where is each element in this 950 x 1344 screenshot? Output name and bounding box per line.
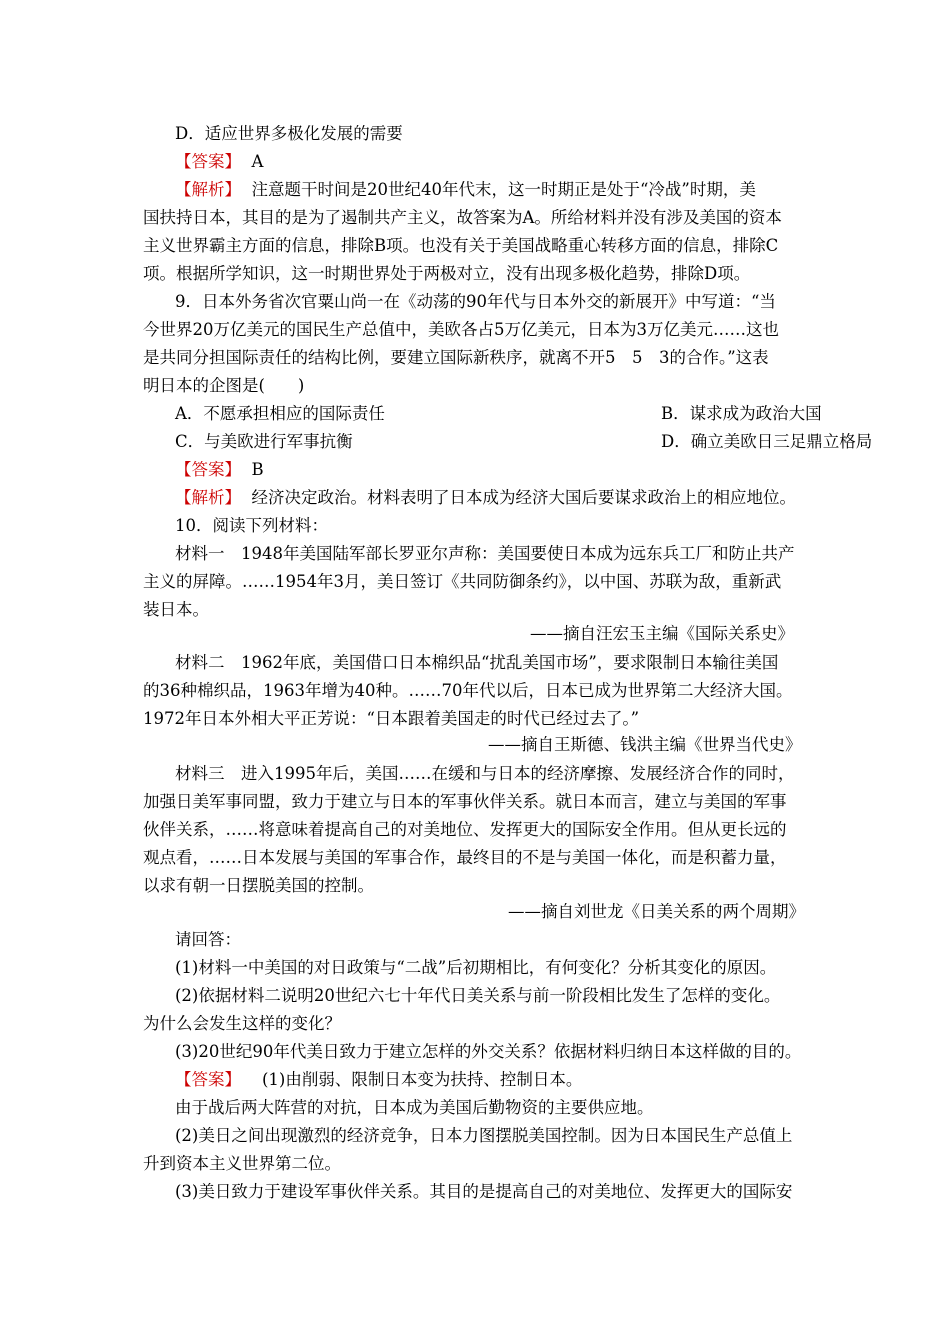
q10-answer-text: 升到资本主义世界第二位。 [143, 1154, 341, 1173]
analysis-tag: 【解析】 [175, 488, 241, 507]
q10-question: 为什么会发生这样的变化？ [143, 1014, 341, 1033]
q8-answer-line [175, 152, 263, 172]
q10-material3: 以求有朝一日摆脱美国的控制。 [143, 876, 374, 895]
q10-question: (3)20世纪90年代美日致力于建立怎样的外交关系？依据材料归纳日本这样做的目的。 [175, 1042, 802, 1061]
q10-material3: 材料三 进入1995年后，美国……在缓和与日本的经济摩擦、发展经济合作的同时， [175, 764, 795, 783]
q9-option-c: C．与美欧进行军事抗衡 [175, 432, 353, 451]
q9-stem: 是共同分担国际责任的结构比例，要建立国际新秩序，就离不开5 5 3的合作。”这表 [143, 348, 769, 367]
q8-analysis-line [175, 180, 756, 200]
q10-question: (2)依据材料二说明20世纪六七十年代日美关系与前一阶段相比发生了怎样的变化。 [175, 986, 781, 1005]
q10-answer-text: 由于战后两大阵营的对抗，日本成为美国后勤物资的主要供应地。 [175, 1098, 654, 1117]
q9-stem: 9．日本外务省次官粟山尚一在《动荡的90年代与日本外交的新展开》中写道：“当 [175, 292, 776, 311]
q10-material3: 加强日美军事同盟，致力于建立与日本的军事伙伴关系。就日本而言，建立与美国的军事 [143, 792, 787, 811]
q10-answer-text: (2)美日之间出现激烈的经济竞争，日本力图摆脱美国控制。因为日本国民生产总值上 [175, 1126, 793, 1145]
q9-options-row [175, 432, 873, 452]
q8-analysis-text: 项。根据所学知识，这一时期世界处于两极对立，没有出现多极化趋势，排除D项。 [143, 264, 751, 283]
q9-answer: B [251, 460, 264, 479]
q10-material3: 观点看，……日本发展与美国的军事合作，最终目的不是与美国一体化，而是积蓄力量， [143, 848, 787, 867]
q9-options-row [175, 404, 822, 424]
q10-material3: 伙伴关系，……将意味着提高自己的对美地位、发挥更大的国际安全作用。但从更长远的 [143, 820, 787, 839]
q9-option-d: D．确立美欧日三足鼎立格局 [661, 432, 873, 451]
q8-analysis-text: 注意题干时间是20世纪40年代末，这一时期正是处于“冷战”时期，美 [251, 180, 756, 199]
q9-stem: 明日本的企图是( ) [143, 376, 305, 395]
q9-analysis-line [175, 488, 796, 508]
q9-option-a: A．不愿承担相应的国际责任 [175, 404, 385, 423]
q10-stem: 10．阅读下列材料： [175, 516, 328, 535]
q10-answer-text: (1)由削弱、限制日本变为扶持、控制日本。 [261, 1070, 583, 1089]
q10-material1: 材料一 1948年美国陆军部长罗亚尔声称：美国要使日本成为远东兵工厂和防止共产 [175, 544, 795, 563]
q9-analysis-text: 经济决定政治。材料表明了日本成为经济大国后要谋求政治上的相应地位。 [251, 488, 796, 507]
q10-material1: 装日本。 [143, 600, 209, 619]
q8-answer: A [251, 152, 264, 171]
q10-material1: 主义的屏障。……1954年3月，美日签订《共同防御条约》，以中国、苏联为敌，重新武 [143, 572, 782, 591]
q9-option-b: B．谋求成为政治大国 [661, 404, 822, 423]
q10-material2: 材料二 1962年底，美国借口日本棉织品“扰乱美国市场”，要求限制日本输往美国 [175, 653, 779, 672]
q10-question: (1)材料一中美国的对日政策与“二战”后初期相比，有何变化？分析其变化的原因。 [175, 958, 777, 977]
answer-tag: 【答案】 [175, 152, 241, 171]
q10-material2-source: ——摘自王斯德、钱洪主编《世界当代史》 [488, 735, 802, 754]
q8-analysis-text: 主义世界霸主方面的信息，排除B项。也没有关于美国战略重心转移方面的信息，排除C [143, 236, 779, 255]
q10-prompt: 请回答： [175, 930, 241, 949]
q9-stem: 今世界20万亿美元的国民生产总值中，美欧各占5万亿美元，日本为3万亿美元……这也 [143, 320, 779, 339]
q10-material3-source: ——摘自刘世龙《日美关系的两个周期》 [508, 902, 805, 921]
q10-material2: 1972年日本外相大平正芳说：“日本跟着美国走的时代已经过去了。” [143, 709, 640, 728]
q10-answer-line [175, 1070, 582, 1090]
answer-tag: 【答案】 [175, 1070, 241, 1089]
q10-answer-text: (3)美日致力于建设军事伙伴关系。其目的是提高自己的对美地位、发挥更大的国际安 [175, 1182, 793, 1201]
answer-tag: 【答案】 [175, 460, 241, 479]
q9-answer-line [175, 460, 264, 480]
q10-material2: 的36种棉织品，1963年增为40种。……70年代以后，日本已成为世界第二大经济大国。 [143, 681, 793, 700]
analysis-tag: 【解析】 [175, 180, 241, 199]
q8-option-d: D．适应世界多极化发展的需要 [175, 124, 403, 143]
q10-material1-source: ——摘自汪宏玉主编《国际关系史》 [530, 624, 794, 643]
q8-analysis-text: 国扶持日本，其目的是为了遏制共产主义，故答案为A。所给材料并没有涉及美国的资本 [143, 208, 782, 227]
